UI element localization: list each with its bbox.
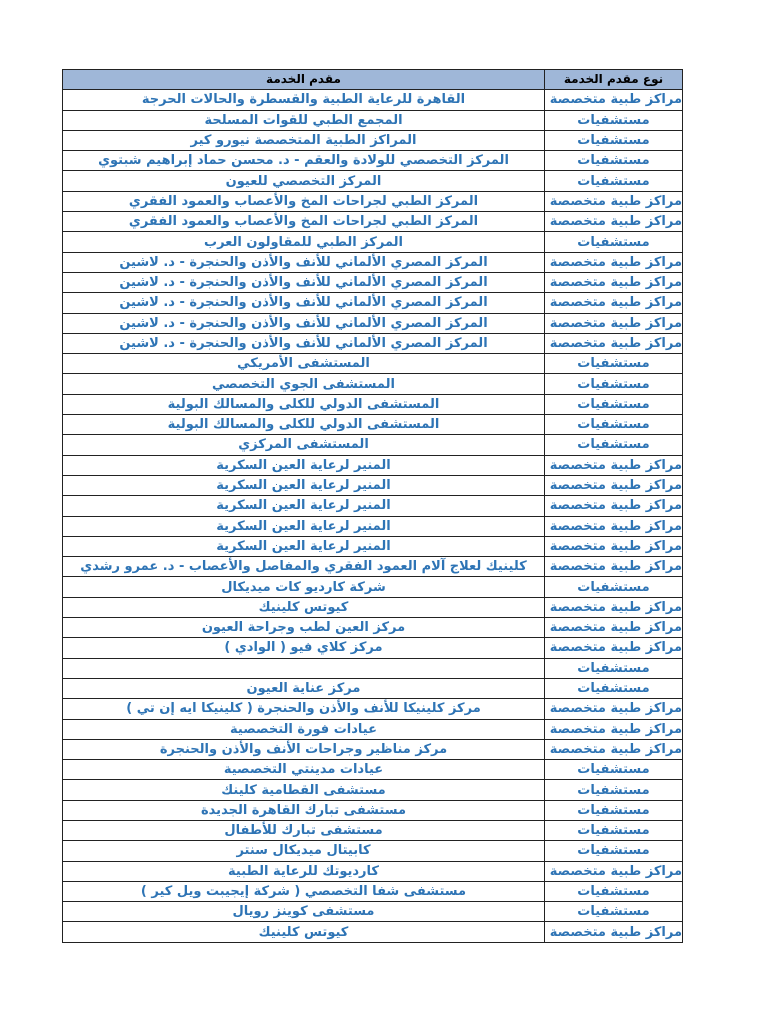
provider-name-cell[interactable] <box>63 394 545 414</box>
table-row <box>63 293 683 313</box>
provider-name-cell[interactable] <box>63 496 545 516</box>
provider-type-text: مستشفيات <box>577 782 650 798</box>
provider-type-cell[interactable] <box>545 861 683 881</box>
provider-name-cell[interactable] <box>63 110 545 130</box>
provider-name-cell[interactable] <box>63 820 545 840</box>
table-row <box>63 719 683 739</box>
provider-name-text: المركز التخصصي للولادة والعقم - د. محسن حماد إبراهيم شبتوي <box>98 153 509 169</box>
provider-type-text: مراكز طبية متخصصة <box>549 701 682 717</box>
provider-type-cell[interactable] <box>545 394 683 414</box>
table-row <box>63 313 683 333</box>
provider-name-text: المنير لرعاية العين السكرية <box>216 538 391 554</box>
provider-type-text: مراكز طبية متخصصة <box>549 336 682 351</box>
provider-type-cell[interactable] <box>545 881 683 901</box>
provider-type-text: مراكز طبية متخصصة <box>549 599 682 615</box>
provider-name-text: المجمع الطبي للقوات المسلحة <box>204 112 403 128</box>
provider-type-text: مستشفيات <box>577 579 650 595</box>
table-row <box>63 739 683 759</box>
provider-name-cell[interactable] <box>63 475 545 495</box>
provider-name-text: مستشفى تبارك للأطفال <box>224 823 383 839</box>
provider-name-cell[interactable] <box>63 557 545 577</box>
provider-type-text: مستشفيات <box>577 112 650 128</box>
provider-name-text: كيوتس كلينيك <box>258 599 349 615</box>
provider-type-text: مراكز طبية متخصصة <box>549 92 682 108</box>
provider-type-text: مراكز طبية متخصصة <box>549 315 682 331</box>
provider-name-text: المنير لرعاية العين السكرية <box>216 478 391 494</box>
provider-name-cell[interactable] <box>63 658 545 678</box>
provider-name-cell[interactable] <box>63 800 545 820</box>
provider-name-cell[interactable] <box>63 618 545 638</box>
provider-name-text: مركز كلاي فيو ( الوادي ) <box>224 640 383 656</box>
provider-name-text: مركز العين لطب وجراحة العيون <box>201 620 406 636</box>
provider-name-text: المركز التخصصي للعيون <box>225 173 382 189</box>
provider-name-text: المستشفى الجوي التخصصي <box>212 376 395 392</box>
provider-name-text: كيوتس كلينيك <box>258 924 349 940</box>
provider-type-cell[interactable] <box>545 699 683 719</box>
table-row <box>63 881 683 901</box>
provider-type-cell[interactable] <box>545 597 683 617</box>
provider-name-cell[interactable] <box>63 272 545 292</box>
table-row <box>63 415 683 435</box>
provider-name-text: المركز المصري الألماني للأنف والأذن والحنجرة - د. لاشين <box>119 295 488 311</box>
provider-name-cell[interactable] <box>63 252 545 272</box>
provider-name-text: المركز المصري الألماني للأنف والأذن والحنجرة - د. لاشين <box>119 275 488 291</box>
table-row <box>63 577 683 597</box>
provider-type-cell[interactable] <box>545 922 683 942</box>
provider-name-cell[interactable] <box>63 536 545 556</box>
provider-type-text: مستشفيات <box>577 153 650 169</box>
provider-type-text: مستشفيات <box>577 660 650 676</box>
provider-type-cell[interactable] <box>545 618 683 638</box>
provider-name-text: المركز المصري الألماني للأنف والأذن والحنجرة - د. لاشين <box>119 315 488 331</box>
provider-type-text: مستشفيات <box>577 173 650 189</box>
provider-type-text: مراكز طبية متخصصة <box>549 741 682 757</box>
provider-type-cell[interactable] <box>545 678 683 698</box>
provider-type-cell[interactable] <box>545 760 683 780</box>
provider-name-cell[interactable] <box>63 739 545 759</box>
provider-name-text: عيادات مدينتي التخصصية <box>223 762 384 778</box>
provider-name-text: المنير لرعاية العين السكرية <box>216 457 391 473</box>
table-row <box>63 922 683 942</box>
header-type[interactable]: نوع مقدم الخدمة <box>545 70 683 90</box>
provider-type-text: مستشفيات <box>577 396 650 412</box>
provider-type-cell[interactable] <box>545 536 683 556</box>
provider-type-text: مراكز طبية متخصصة <box>549 214 682 230</box>
provider-name-text: المركز المصري الألماني للأنف والأذن والحنجرة - د. لاشين <box>119 254 488 270</box>
provider-type-text: مستشفيات <box>577 681 650 697</box>
provider-type-cell[interactable] <box>545 841 683 861</box>
provider-name-cell[interactable] <box>63 293 545 313</box>
provider-type-cell[interactable] <box>545 902 683 922</box>
provider-name-cell[interactable] <box>63 374 545 394</box>
provider-name-text: المستشفى الأمريكي <box>237 356 370 372</box>
table-row <box>63 800 683 820</box>
provider-type-cell[interactable] <box>545 232 683 252</box>
table-row <box>63 760 683 780</box>
provider-type-cell[interactable] <box>545 130 683 150</box>
provider-name-cell[interactable] <box>63 597 545 617</box>
table-row <box>63 374 683 394</box>
provider-type-cell[interactable] <box>545 516 683 536</box>
provider-type-text: مراكز طبية متخصصة <box>549 620 682 636</box>
table-row <box>63 130 683 150</box>
provider-type-text: مستشفيات <box>577 356 650 372</box>
provider-name-cell[interactable] <box>63 151 545 171</box>
provider-type-cell[interactable] <box>545 719 683 739</box>
table-row <box>63 212 683 232</box>
table-row <box>63 252 683 272</box>
provider-name-cell[interactable] <box>63 922 545 942</box>
table-row <box>63 516 683 536</box>
table-row <box>63 191 683 211</box>
table-row <box>63 151 683 171</box>
provider-type-text: مستشفيات <box>577 376 650 392</box>
table-row <box>63 902 683 922</box>
provider-name-text: مركز مناظير وجراحات الأنف والأذن والحنجرة <box>159 741 448 757</box>
provider-type-text: مستشفيات <box>577 802 650 818</box>
provider-name-text: المركز المصري الألماني للأنف والأذن والحنجرة - د. لاشين <box>119 336 488 351</box>
provider-name-cell[interactable] <box>63 354 545 374</box>
table-row <box>63 780 683 800</box>
table-body <box>63 90 683 942</box>
provider-name-cell[interactable] <box>63 313 545 333</box>
provider-type-cell[interactable] <box>545 333 683 353</box>
provider-name-cell[interactable] <box>63 881 545 901</box>
table-row <box>63 171 683 191</box>
table-row <box>63 90 683 110</box>
table-row <box>63 678 683 698</box>
provider-name-text: القاهرة للرعاية الطبية والقسطرة والحالات الحرجة <box>141 92 466 108</box>
provider-type-text: مراكز طبية متخصصة <box>549 924 682 940</box>
provider-type-cell[interactable] <box>545 496 683 516</box>
provider-name-text: المستشفى الدولي للكلى والمسالك البولية <box>167 417 440 433</box>
provider-type-cell[interactable] <box>545 212 683 232</box>
provider-type-cell[interactable] <box>545 252 683 272</box>
provider-name-cell[interactable] <box>63 719 545 739</box>
provider-name-cell[interactable] <box>63 333 545 353</box>
provider-type-text: مراكز طبية متخصصة <box>549 478 682 494</box>
provider-name-cell[interactable] <box>63 638 545 658</box>
provider-name-text: شركة كارديو كات ميديكال <box>221 579 386 595</box>
header-row <box>63 70 683 90</box>
provider-type-text: مراكز طبية متخصصة <box>549 457 682 473</box>
provider-type-cell[interactable] <box>545 151 683 171</box>
provider-type-cell[interactable] <box>545 658 683 678</box>
provider-name-text: مركز كلينيكا للأنف والأذن والحنجرة ( كلينيكا ايه إن تي ) <box>126 701 481 717</box>
spreadsheet-sheet <box>62 69 682 943</box>
provider-type-cell[interactable] <box>545 374 683 394</box>
provider-type-text: مستشفيات <box>577 437 650 453</box>
provider-type-text: مراكز طبية متخصصة <box>549 640 682 656</box>
provider-type-cell[interactable] <box>545 800 683 820</box>
table-row <box>63 536 683 556</box>
provider-name-text: مستشفى القطامية كلينك <box>221 782 386 798</box>
provider-type-cell[interactable] <box>545 455 683 475</box>
provider-name-cell[interactable] <box>63 577 545 597</box>
provider-name-cell[interactable] <box>63 90 545 110</box>
provider-type-text: مستشفيات <box>577 234 650 250</box>
table-row <box>63 841 683 861</box>
provider-type-cell[interactable] <box>545 638 683 658</box>
table-row <box>63 354 683 374</box>
table-row <box>63 435 683 455</box>
provider-type-text: مراكز طبية متخصصة <box>549 295 682 311</box>
provider-type-text: مستشفيات <box>577 904 650 920</box>
provider-name-text: المركز الطبي لجراحات المخ والأعصاب والعمود الفقري <box>128 193 479 209</box>
provider-type-text: مراكز طبية متخصصة <box>549 193 682 209</box>
provider-name-cell[interactable] <box>63 760 545 780</box>
provider-type-cell[interactable] <box>545 435 683 455</box>
provider-type-text: مستشفيات <box>577 417 650 433</box>
provider-type-cell[interactable] <box>545 820 683 840</box>
provider-name-cell[interactable] <box>63 212 545 232</box>
provider-type-cell[interactable] <box>545 780 683 800</box>
table-row <box>63 699 683 719</box>
header-provider[interactable]: مقدم الخدمة <box>63 70 545 90</box>
provider-type-cell[interactable] <box>545 475 683 495</box>
table-row <box>63 455 683 475</box>
table-row <box>63 333 683 353</box>
provider-type-cell[interactable] <box>545 90 683 110</box>
provider-name-cell[interactable] <box>63 130 545 150</box>
provider-name-cell[interactable] <box>63 678 545 698</box>
table-row <box>63 638 683 658</box>
provider-name-text: مستشفى تبارك القاهرة الجديدة <box>201 802 406 818</box>
provider-name-text: مركز عناية العيون <box>246 681 361 697</box>
provider-name-text: المراكز الطبية المتخصصة نيورو كير <box>190 133 417 149</box>
provider-type-text: مراكز طبية متخصصة <box>549 518 682 534</box>
provider-type-cell[interactable] <box>545 272 683 292</box>
provider-name-cell[interactable] <box>63 699 545 719</box>
provider-type-text: مستشفيات <box>577 762 650 778</box>
table-row <box>63 272 683 292</box>
table-row <box>63 557 683 577</box>
provider-type-text: مستشفيات <box>577 843 650 859</box>
table-row <box>63 496 683 516</box>
provider-name-text: كلينيك لعلاج آلام العمود الفقري والمفاصل والأعصاب - د. عمرو رشدي <box>80 559 527 575</box>
table-row <box>63 232 683 252</box>
table-row <box>63 820 683 840</box>
provider-type-cell[interactable] <box>545 739 683 759</box>
table-row <box>63 597 683 617</box>
provider-name-text: المستشفى الدولي للكلى والمسالك البولية <box>167 396 440 412</box>
provider-type-text: مراكز طبية متخصصة <box>549 538 682 554</box>
provider-name-text: مستشفى شفا التخصصي ( شركة إيجيبت ويل كير ) <box>140 884 467 900</box>
provider-name-cell[interactable] <box>63 415 545 435</box>
provider-name-text: المركز الطبي للمقاولون العرب <box>204 234 403 250</box>
provider-name-cell[interactable] <box>63 455 545 475</box>
provider-name-text: كابيتال ميديكال سنتر <box>236 843 371 859</box>
provider-name-cell[interactable] <box>63 902 545 922</box>
provider-type-text: مراكز طبية متخصصة <box>549 275 682 291</box>
provider-type-text: مستشفيات <box>577 133 650 149</box>
table-row <box>63 110 683 130</box>
provider-name-cell[interactable] <box>63 516 545 536</box>
provider-type-cell[interactable] <box>545 191 683 211</box>
provider-name-cell[interactable] <box>63 841 545 861</box>
provider-name-text: مستشفى كوينز رويال <box>232 904 375 920</box>
provider-type-text: مراكز طبية متخصصة <box>549 254 682 270</box>
provider-name-text: المنير لرعاية العين السكرية <box>216 498 391 514</box>
provider-name-text: عيادات فورة التخصصية <box>230 721 377 737</box>
provider-type-cell[interactable] <box>545 110 683 130</box>
provider-type-cell[interactable] <box>545 354 683 374</box>
provider-type-text: مستشفيات <box>577 823 650 839</box>
provider-name-cell[interactable] <box>63 191 545 211</box>
provider-name-cell[interactable] <box>63 232 545 252</box>
provider-type-cell[interactable] <box>545 313 683 333</box>
provider-type-cell[interactable] <box>545 577 683 597</box>
table-row <box>63 475 683 495</box>
table-row <box>63 618 683 638</box>
provider-type-text: مستشفيات <box>577 884 650 900</box>
providers-table <box>62 69 683 943</box>
provider-name-cell[interactable] <box>63 861 545 881</box>
provider-type-cell[interactable] <box>545 171 683 191</box>
provider-name-text: المنير لرعاية العين السكرية <box>216 518 391 534</box>
provider-type-text: مراكز طبية متخصصة <box>549 863 682 879</box>
provider-type-text: مراكز طبية متخصصة <box>549 721 682 737</box>
provider-type-text: مراكز طبية متخصصة <box>549 498 682 514</box>
provider-name-text: المركز الطبي لجراحات المخ والأعصاب والعمود الفقري <box>128 214 479 230</box>
table-row <box>63 861 683 881</box>
table-row <box>63 658 683 678</box>
provider-name-cell[interactable] <box>63 435 545 455</box>
table-row <box>63 394 683 414</box>
provider-name-cell[interactable] <box>63 780 545 800</box>
provider-type-cell[interactable] <box>545 415 683 435</box>
provider-type-cell[interactable] <box>545 293 683 313</box>
provider-name-cell[interactable] <box>63 171 545 191</box>
provider-name-text: المستشفى المركزي <box>238 437 369 453</box>
provider-name-text: كارديوتك للرعاية الطبية <box>228 863 379 879</box>
provider-type-cell[interactable] <box>545 557 683 577</box>
provider-type-text: مراكز طبية متخصصة <box>549 559 682 575</box>
